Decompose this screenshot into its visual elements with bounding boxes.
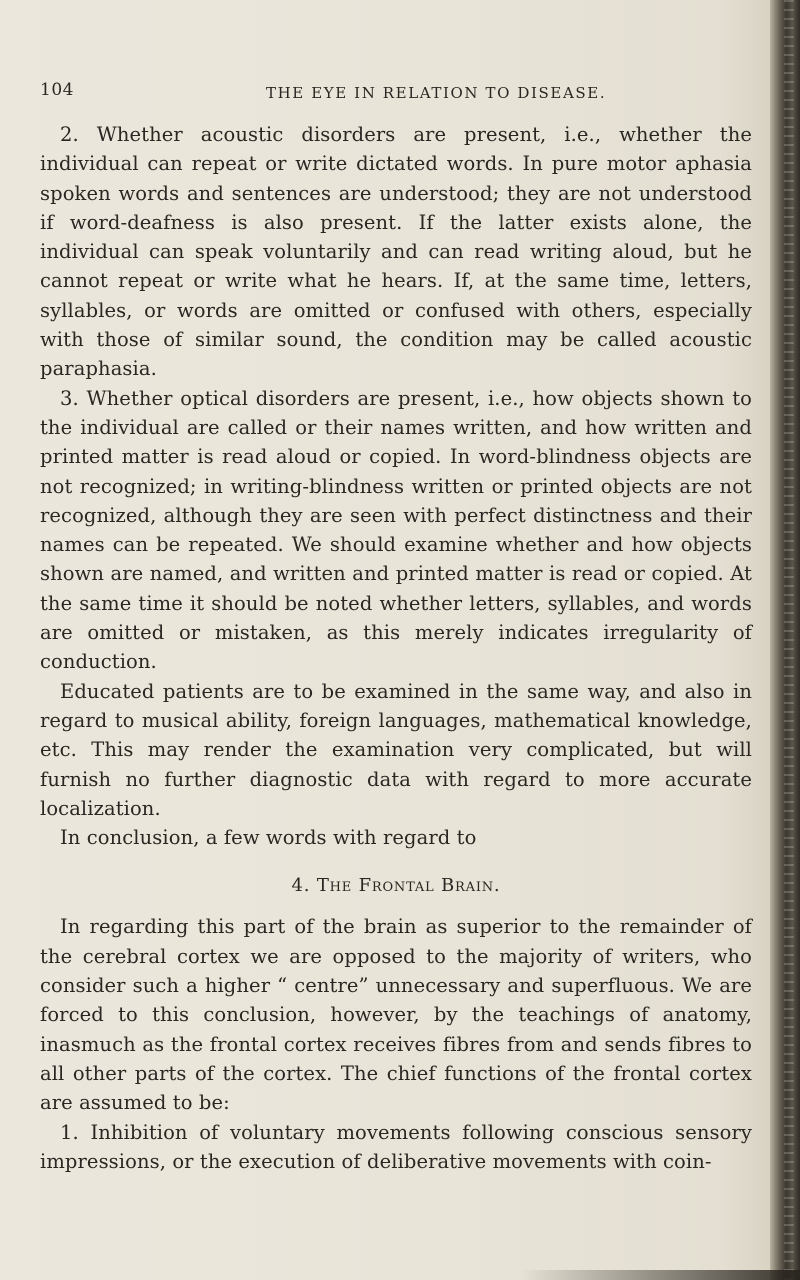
paragraph-conclusion: In conclusion, a few words with regard to — [60, 826, 477, 850]
bottom-edge-shadow — [520, 1270, 800, 1280]
page-number: 104 — [40, 80, 74, 100]
paragraph-inhibition: 1. Inhibition of voluntary movements following conscious sensory impressions, or the execution of deliberative movements with coin- — [40, 1120, 752, 1173]
running-head: THE EYE IN RELATION TO DISEASE. — [266, 84, 607, 102]
section-heading-frontal-brain — [40, 852, 752, 912]
page-body — [40, 120, 752, 1176]
section-heading-text: 4. The Frontal Brain. — [291, 875, 501, 897]
paragraph-acoustic-disorders: 2. Whether acoustic disorders are present, i.e., whether the individual can repeat or write dictated words. In pure motor aphasia spoken words and sentences are understood; they are not understood if word-deafness is also present. If the latter exists alone, the individual can speak voluntarily and can read writing aloud, but he cannot repeat or write what he hears. If, at the same time, letters, syllables, or words are omitted or confused with others, especially with those of similar sound, the condition may be called acoustic paraphasia. — [40, 123, 752, 381]
page-edge-texture — [784, 0, 794, 1280]
paragraph-optical-disorders: 3. Whether optical disorders are present, i.e., how objects shown to the individual are called or their names written, and how written and printed matter is read aloud or copied. In word-blindness objects are not recognized; in writing-blindness written or printed objects are not recognized, although they are seen with perfect distinctness and their names can be repeated. We should examine whether and how objects shown are named, and written and printed matter is read or copied. At the same time it should be noted whether letters, syllables, and words are omitted or mistaken, as this merely indicates irregularity of conduction. — [40, 386, 752, 674]
paragraph-frontal-brain: In regarding this part of the brain as superior to the remainder of the cerebral cortex we are opposed to the majority of writers, who consider such a higher “ centre” unnecessary and superfluous. We are forced to this conclusion, however, by the teachings of anatomy, inasmuch as the frontal cortex receives fibres from and sends fibres to all other parts of the cortex. The chief functions of the frontal cortex are assumed to be: — [40, 915, 752, 1115]
paragraph-educated-patients: Educated patients are to be examined in the same way, and also in regard to musical ability, foreign languages, mathematical knowledge, etc. This may render the examination very complicated, but will furnish no further diagnostic data with regard to more accurate localization. — [40, 679, 752, 820]
page-header — [40, 80, 760, 108]
